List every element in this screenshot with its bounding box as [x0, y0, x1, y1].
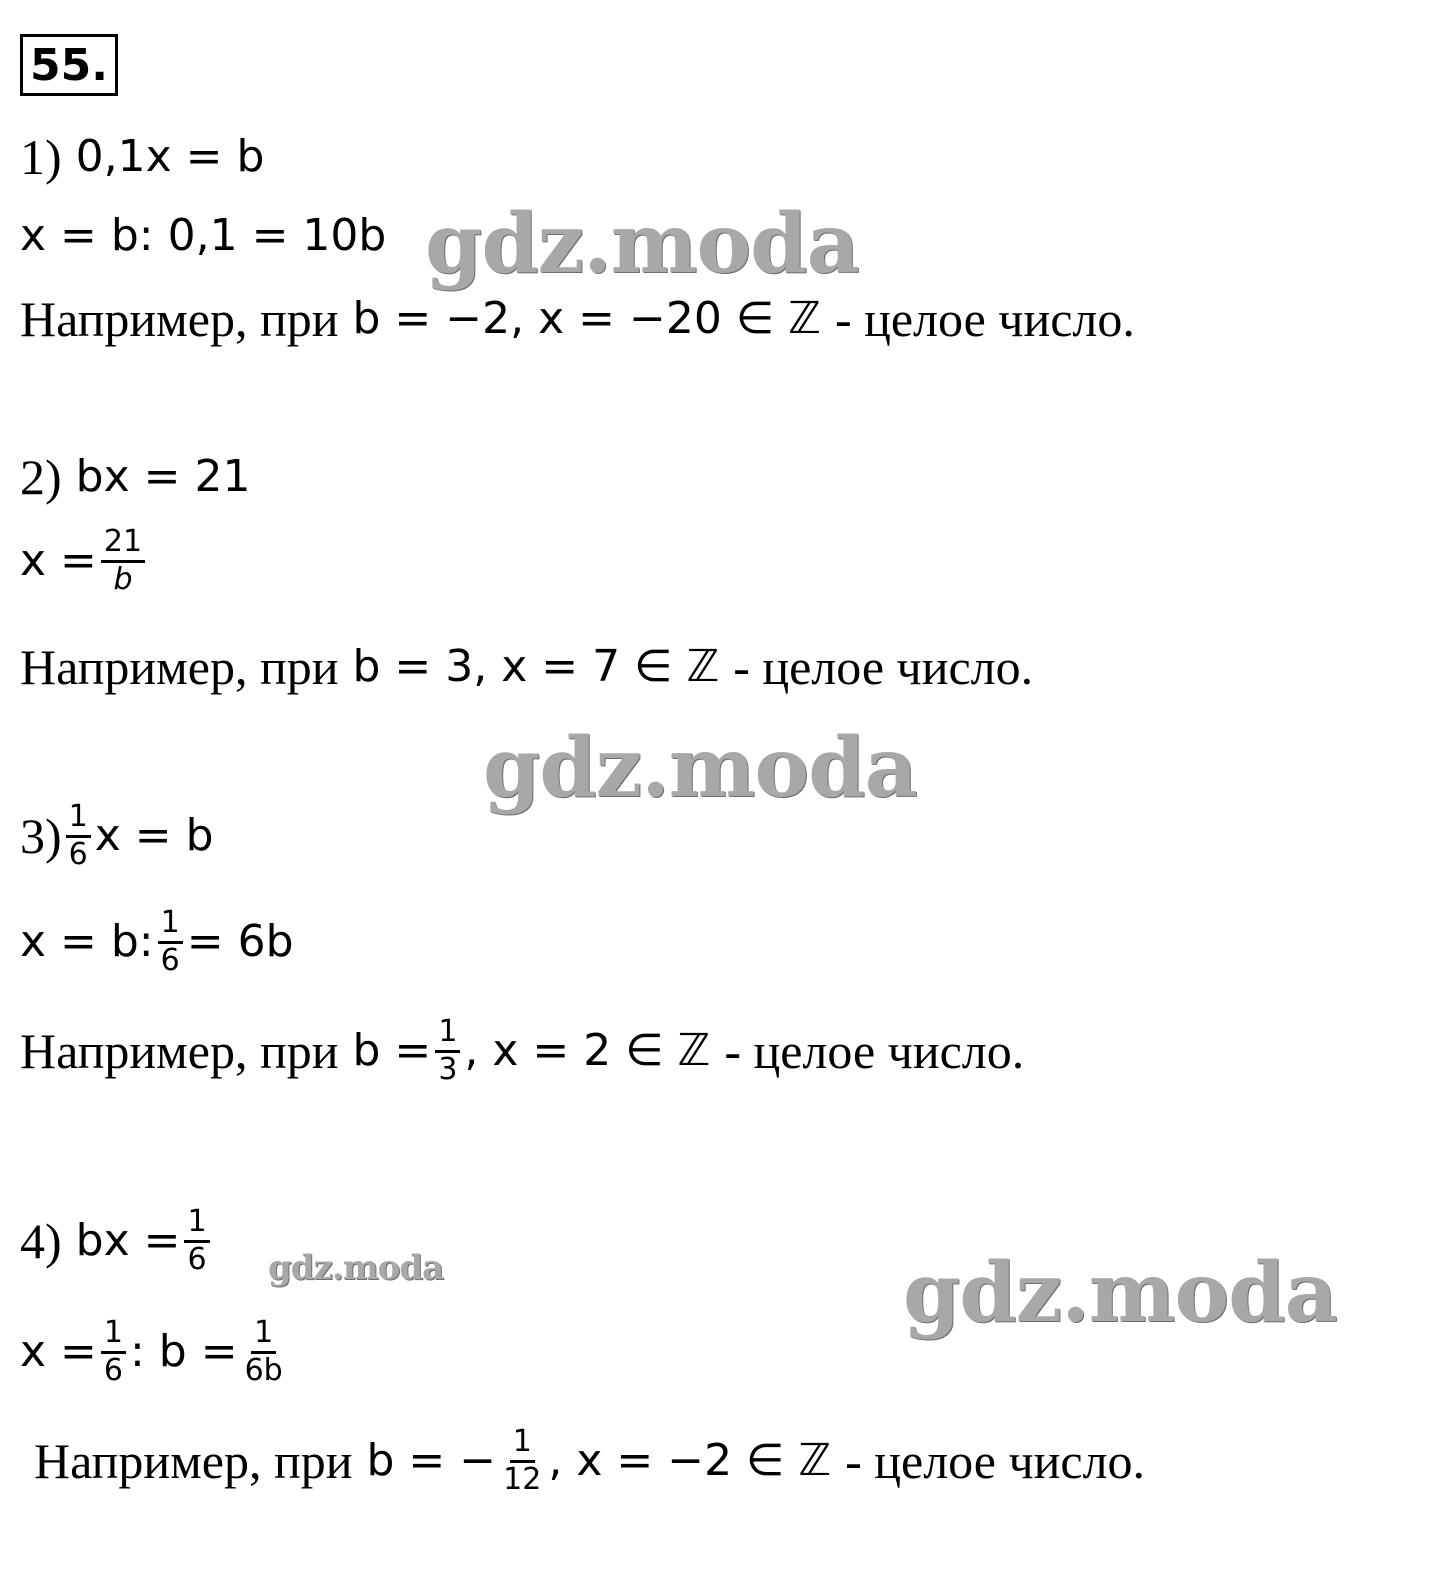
item-1-solution-text: x = b: 0,1 = 10b: [20, 210, 387, 261]
fraction-numerator: 1: [158, 906, 183, 944]
fraction-denominator: 3: [438, 1051, 458, 1087]
item-2-equation-text: bx = 21: [75, 451, 251, 502]
fraction-numerator: 1: [510, 1425, 535, 1463]
fraction-numerator: 1: [184, 1205, 209, 1243]
fraction-denominator: 6b: [244, 1352, 283, 1388]
item-4-example-suffix: - целое число.: [845, 1433, 1146, 1489]
item-3-equation-rest: x = b: [94, 810, 214, 861]
item-4-solution-lhs: x =: [20, 1326, 97, 1377]
item-1-solution: [20, 210, 387, 261]
item-1-example: [20, 291, 1135, 347]
watermark-2: gdz.moda: [483, 720, 917, 816]
item-2-example-b: b = 3,: [352, 641, 488, 692]
fraction-denominator: 6: [187, 1241, 207, 1277]
item-1-equation: [20, 129, 265, 185]
item-2-solution-lhs: x =: [20, 535, 97, 586]
fraction-denominator: 12: [503, 1461, 542, 1497]
item-4-label: 4): [20, 1213, 62, 1269]
item-2-example-prefix: Например, при: [20, 639, 339, 695]
fraction-numerator: 1: [251, 1316, 276, 1354]
item-2-example-suffix: - целое число.: [733, 639, 1034, 695]
item-3-label: 3): [20, 808, 62, 864]
item-2-label: 2): [20, 449, 62, 505]
item-4-example-prefix: Например, при: [34, 1433, 353, 1489]
fraction-denominator: b: [113, 561, 133, 597]
item-3-equation: [20, 800, 214, 872]
item-4-example-x: , x = −2 ∈ ℤ: [548, 1435, 832, 1486]
item-4-example-b: b = −: [366, 1435, 497, 1486]
fraction-numerator: 1: [101, 1316, 126, 1354]
fraction-denominator: 6: [103, 1352, 123, 1388]
item-1-example-x: x = −20 ∈ ℤ: [538, 293, 821, 344]
item-1-example-b: b = −2,: [352, 293, 525, 344]
problem-number: 55.: [20, 34, 118, 96]
item-4-solution: [20, 1316, 290, 1388]
item-3-example: [20, 1015, 1024, 1087]
fraction-denominator: 6: [160, 942, 180, 978]
item-3-equation-fraction: [66, 800, 91, 872]
item-3-example-fraction: [435, 1015, 460, 1087]
item-3-solution: [20, 906, 294, 978]
item-2-equation: [20, 449, 251, 505]
item-3-example-prefix: Например, при: [20, 1023, 339, 1079]
item-3-example-b: b =: [352, 1025, 432, 1076]
fraction-numerator: 1: [66, 800, 91, 838]
item-3-solution-fraction: [158, 906, 183, 978]
item-2-example: [20, 639, 1034, 695]
item-3-example-suffix: - целое число.: [724, 1023, 1025, 1079]
item-3-example-x: , x = 2 ∈ ℤ: [464, 1025, 711, 1076]
item-4-example: [34, 1425, 1145, 1497]
item-1-equation-text: 0,1x = b: [75, 131, 265, 182]
item-1-example-suffix: - целое число.: [834, 291, 1135, 347]
item-3-solution-lhs: x = b:: [20, 916, 154, 967]
watermark-4: gdz.moda: [903, 1245, 1337, 1341]
item-3-solution-rhs: = 6b: [186, 916, 294, 967]
item-1-label: 1): [20, 129, 62, 185]
item-4-example-fraction: [500, 1425, 544, 1497]
fraction-numerator: 1: [435, 1015, 460, 1053]
watermark-1: gdz.moda: [425, 196, 859, 292]
fraction-denominator: 6: [68, 836, 88, 872]
item-1-example-prefix: Например, при: [20, 291, 339, 347]
item-2-solution: [20, 525, 149, 597]
item-2-example-x: x = 7 ∈ ℤ: [501, 641, 720, 692]
item-2-solution-fraction: [101, 525, 145, 597]
item-4-equation-lhs: bx =: [75, 1215, 181, 1266]
item-4-equation-fraction: [184, 1205, 209, 1277]
item-4-solution-fraction-1: [101, 1316, 126, 1388]
item-4-solution-fraction-2: [242, 1316, 286, 1388]
watermark-3: gdz.moda: [268, 1248, 444, 1288]
item-4-solution-mid: : b =: [130, 1326, 238, 1377]
fraction-numerator: 21: [101, 525, 145, 563]
item-4-equation: [20, 1205, 214, 1277]
